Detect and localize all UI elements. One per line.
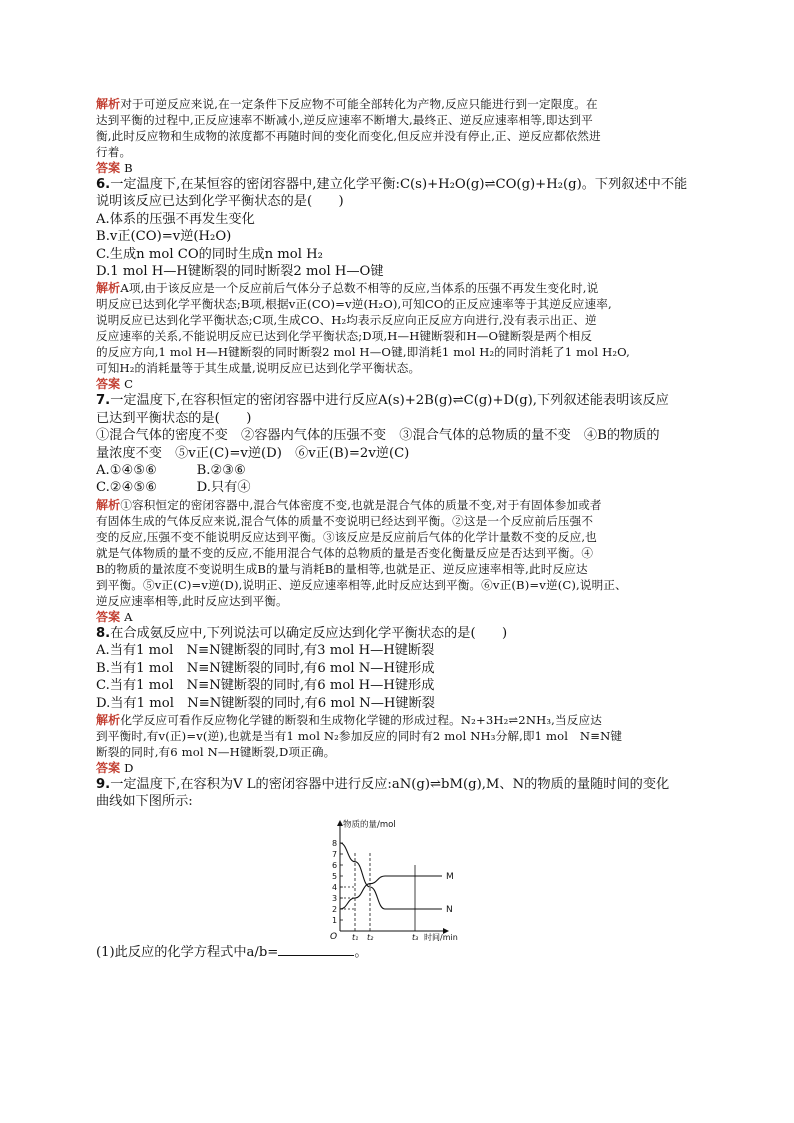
explanation-7-line: 到平衡。⑤v正(C)=v逆(D),说明正、逆反应速率相等,此时反应达到平衡。⑥v正(B)=v逆(C),说明正、 <box>96 577 627 592</box>
explanation-5-line: 行着。 <box>96 145 132 159</box>
question-8-stem: 8.在合成氨反应中,下列说法可以确定反应达到化学平衡状态的是( ) <box>96 625 508 641</box>
y-tick-label: 1 <box>332 915 338 925</box>
question-9-part-1: (1)此反应的化学方程式中a/b= 。 <box>96 944 368 960</box>
explanation-7-line: 解析①容积恒定的密闭容器中,混合气体密度不变,也就是混合气体的质量不变,对于有固体参加或者 <box>96 497 602 512</box>
question-8-option: D.当有1 mol N≡N键断裂的同时,有6 mol N—H键断裂 <box>96 695 435 711</box>
question-7-conditions: ①混合气体的密度不变 ②容器内气体的压强不变 ③混合气体的总物质的量不变 ④B的物质的 <box>96 428 660 444</box>
answer-6 <box>96 376 700 392</box>
explanation-6-line: 解析A项,由于该反应是一个反应前后气体分子总数不相等的反应,当体系的压强不再发生变化时,说 <box>96 281 599 296</box>
question-6-option: A.体系的压强不再发生变化 <box>96 211 255 227</box>
answer-8 <box>96 760 700 776</box>
question-6-option: B.v正(CO)=v逆(H₂O) <box>96 229 232 245</box>
answer-value: C <box>124 377 134 392</box>
question-9-stem: 9.一定温度下,在容积为V L的密闭容器中进行反应:aN(g)⇌bM(g),M、N的物质的量随时间的变化 <box>96 776 670 792</box>
explanation-label: 解析 <box>96 281 121 296</box>
answer-label: 答案 <box>96 377 121 392</box>
explanation-5-line: 达到平衡的过程中,正反应速率不断减小,逆反应速率不断增大,最终正、逆反应速率相等,即达到平 <box>96 113 593 127</box>
answer-label: 答案 <box>96 609 121 624</box>
explanation-7-line: 逆反应速率相等,此时反应达到平衡。 <box>96 593 288 608</box>
question-8-option: A.当有1 mol N≡N键断裂的同时,有3 mol H—H键断裂 <box>96 643 435 659</box>
explanation-7-line: 变的反应,压强不变不能说明反应达到平衡。③该反应是反应前后气体的化学计量数不变的反应,也 <box>96 529 597 544</box>
explanation-label: 解析 <box>96 97 121 111</box>
question-number: 9. <box>96 776 111 792</box>
question-6-stem: 6.一定温度下,在某恒容的密闭容器中,建立化学平衡:C(s)+H₂O(g)⇌CO(g)+H₂(g)。下列叙述中不能 <box>96 177 688 192</box>
series-label-m: M <box>446 871 454 882</box>
answer-5 <box>96 160 700 176</box>
y-axis-label: 物质的量/mol <box>343 819 396 830</box>
x-tick-label: t₁ <box>352 932 359 941</box>
explanation-7-line: 就是气体物质的量不变的反应,不能用混合气体的总物质的量是否变化衡量反应是否达到平衡。④ <box>96 545 594 560</box>
question-8-option: C.当有1 mol N≡N键断裂的同时,有6 mol H—H键形成 <box>96 678 435 694</box>
explanation-5-line: 解析对于可逆反应来说,在一定条件下反应物不可能全部转化为产物,反应只能进行到一定限度。在 <box>96 97 598 111</box>
question-7-option: C.②④⑤⑥ D.只有④ <box>96 480 251 496</box>
x-tick-label: t₂ <box>367 932 374 941</box>
question-8-option: B.当有1 mol N≡N键断裂的同时,有6 mol N—H键形成 <box>96 660 435 676</box>
explanation-7-line: B的物质的量浓度不变说明生成B的量与消耗B的量相等,也就是正、逆反应速率相等,此时反应达 <box>96 561 588 576</box>
series-lines <box>340 843 454 915</box>
answer-label: 答案 <box>96 161 121 175</box>
explanation-6-line: 反应速率的关系,不能说明反应已达到化学平衡状态;D项,H—H键断裂和H—O键断裂是两个相反 <box>96 329 593 344</box>
explanation-6-line: 的反应方向,1 mol H—H键断裂的同时断裂2 mol H—O键,即消耗1 mol H₂的同时消耗了1 mol H₂O, <box>96 345 630 360</box>
origin-label: O <box>330 931 338 941</box>
question-7-stem: 7.一定温度下,在容积恒定的密闭容器中进行反应A(s)+2B(g)⇌C(g)+D(g),下列叙述能表明该反应 <box>96 393 669 409</box>
explanation-6-line: 明反应已达到化学平衡状态;B项,根据v正(CO)=v逆(H₂O),可知CO的正反应速率等于其逆反应速率, <box>96 297 612 312</box>
chart-svg <box>324 815 484 941</box>
series-label-n: N <box>446 904 453 915</box>
y-tick-label: 2 <box>332 904 338 914</box>
question-6-option: D.1 mol H—H键断裂的同时断裂2 mol H—O键 <box>96 264 384 280</box>
answer-value: A <box>124 609 133 624</box>
y-tick-label: 6 <box>332 860 338 870</box>
question-7-conditions: 量浓度不变 ⑤v正(C)=v逆(D) ⑥v正(B)=2v逆(C) <box>96 445 410 461</box>
y-ticks <box>332 839 343 925</box>
y-tick-label: 3 <box>332 893 338 903</box>
document-page <box>96 96 700 961</box>
question-6-stem: 说明该反应已达到化学平衡状态的是( ) <box>96 194 344 210</box>
explanation-5-line: 衡,此时反应物和生成物的浓度都不再随时间的变化而变化,但反应并没有停止,正、逆反应都依然进 <box>96 129 601 143</box>
question-number: 7. <box>96 393 111 409</box>
explanation-label: 解析 <box>96 497 121 512</box>
y-tick-label: 4 <box>332 882 338 892</box>
y-tick-label: 5 <box>332 871 338 881</box>
x-tick-label: t₃ <box>412 932 419 941</box>
explanation-8-line: 断裂的同时,有6 mol N—H键断裂,D项正确。 <box>96 744 336 759</box>
question-7-stem: 已达到平衡状态的是( ) <box>96 410 252 426</box>
y-tick-label: 7 <box>332 849 338 859</box>
answer-blank[interactable] <box>278 943 354 956</box>
y-tick-label: 8 <box>332 838 338 848</box>
question-number: 8. <box>96 625 111 641</box>
answer-label: 答案 <box>96 760 121 775</box>
explanation-6-line: 说明反应已达到化学平衡状态;C项,生成CO、H₂均表示反应向正反应方向进行,没有表示出正、逆 <box>96 313 597 328</box>
question-7-option: A.①④⑤⑥ B.②③⑥ <box>96 463 246 479</box>
amount-time-chart <box>96 815 700 943</box>
question-number: 6. <box>96 177 111 192</box>
explanation-6-line: 可知H₂的消耗量等于其生成量,说明反应已达到化学平衡状态。 <box>96 361 421 376</box>
answer-value: D <box>124 760 134 775</box>
explanation-8-line: 到平衡时,有v(正)=v(逆),也就是当有1 mol N₂参加反应的同时有2 mol NH₃分解,即1 mol N≡N键 <box>96 728 623 743</box>
question-6-option: C.生成n mol CO的同时生成n mol H₂ <box>96 246 323 262</box>
explanation-7-line: 有固体生成的气体反应来说,混合气体的质量不变说明已经达到平衡。②这是一个反应前后压强不 <box>96 513 594 528</box>
question-9-stem: 曲线如下图所示: <box>96 794 193 810</box>
guide-lines <box>340 852 415 931</box>
explanation-label: 解析 <box>96 712 121 727</box>
x-axis-label: 时间/min <box>424 932 458 941</box>
explanation-8-line: 解析化学反应可看作反应物化学键的断裂和生成物化学键的形成过程。N₂+3H₂⇌2NH₃,当反应达 <box>96 712 602 727</box>
answer-7 <box>96 609 700 625</box>
answer-value: B <box>124 161 133 175</box>
x-ticks <box>352 933 418 941</box>
